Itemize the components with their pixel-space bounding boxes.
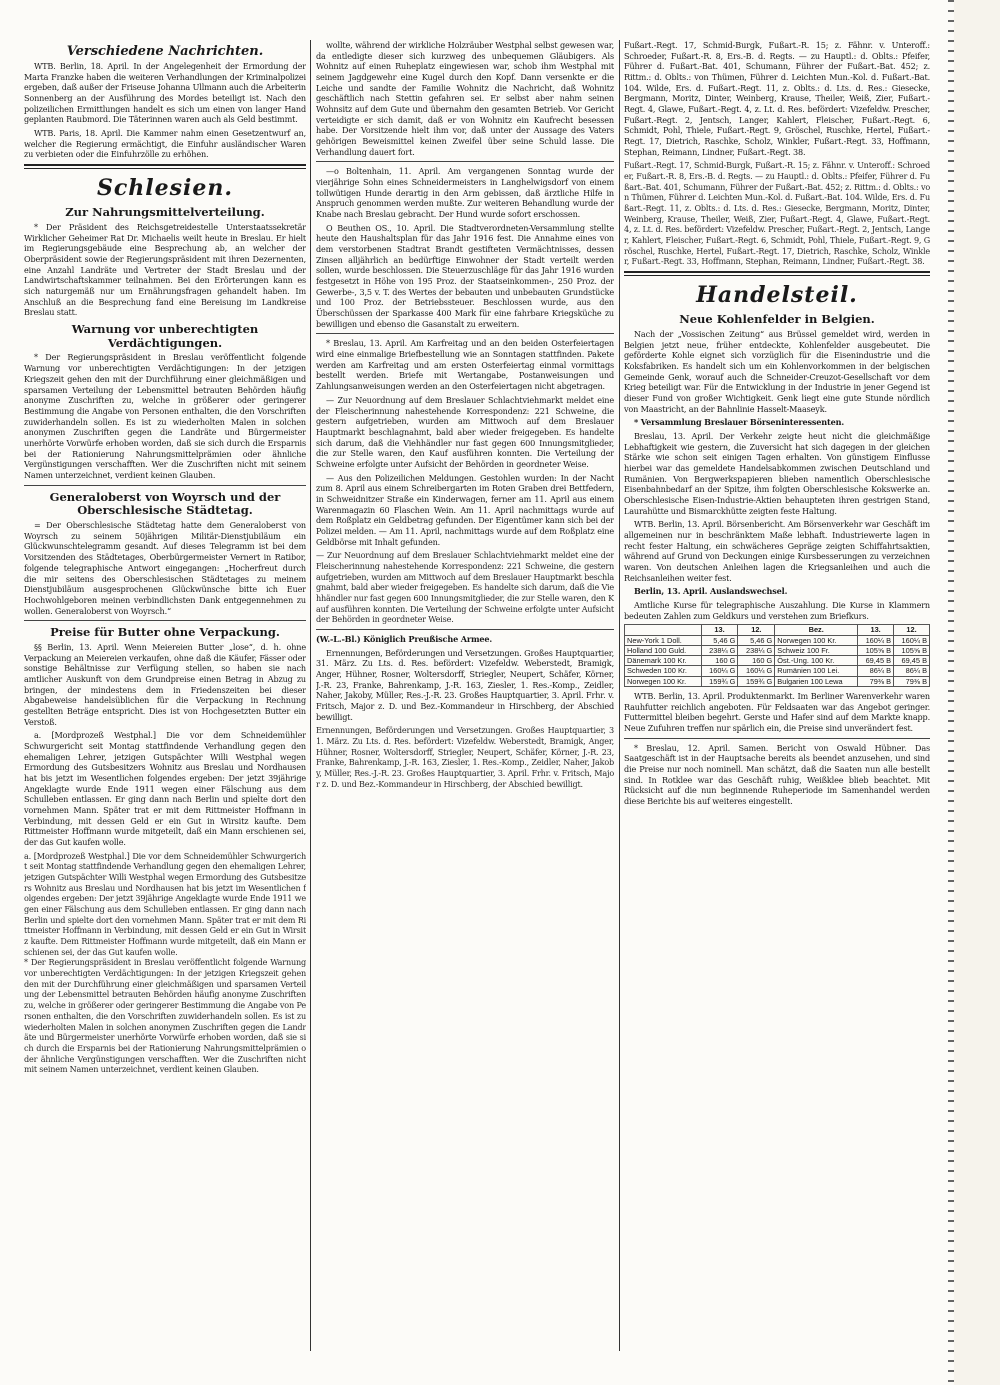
article-continuation: Ernennungen, Beförderungen und Versetzungen. Großes Hauptquartier, 31. März. Zu Lts. d. Res. befördert: Vizefeldw. Weberstedt, Bramigk, Anger, Hühner, Rosner, Woltersdorff, Striegler, Neupert, Schäfer, Körner, J.-R. 23, Franke, Bahrenkamp, J.-R. 163, Ziesler, 1. Res.-Komp., Zeidler, Naher, Jakoby, Müller, Res.-J.-R. 23. Großes Hauptquartier, 3. April. Frhr. v. Fritsch, Major z. D. und Bez.-Kommandeur in Hirschberg, der Abschied bewilligt. [316,725,614,789]
article-paragraph: WTB. Paris, 18. April. Die Kammer nahm einen Gesetzentwurf an, welcher die Regierung ermächtigt, die Einfuhr ausländischer Waren zu verbieten oder die Einfuhrzölle zu erhöhen. [24,128,306,160]
exchange-cell: 160¼ G [738,666,775,676]
article-headline: Warnung vor unberechtigten Verdächtigungen. [71,321,259,350]
article-paragraph: Breslau, 13. April. Der Verkehr zeigte heut nicht die gleichmäßige Lebhaftigkeit wie gestern, die Zuversicht hat sich dagegen in der gleichen Stärke wie schon seit einigen Tagen erhalten. Von günstigem Einflusse hierbei war das gemeldete Handelsabkommen zwischen Deutschland und Rumänien. Von Bergwerkspapieren blieben namentlich Oberschlesische Eisenbahnbedarf an der Spitze, ihm folgten Oberschlesische Kokswerke an. Oberschlesische Eisen-Industrie-Aktien behaupteten ihren gestrigen Stand, Laurahütte und Bismarckhütte zeigten feste Haltung. [624,430,930,516]
exchange-header [625,625,702,635]
exchange-cell: Rumänien 100 Lei. [775,666,858,676]
exchange-cell: 5,46 G [701,635,738,645]
article-paragraph: O Beuthen OS., 10. April. Die Stadtverordneten-Versammlung stellte heute den Haushaltsplan für das Jahr 1916 fest. Die Annahme eines von dem verstorbenen Stadtrat Brandt gestifteten Vermächtnisses, dessen Zinsen alljährlich an bedürftige Einwohner der Stadt verteilt werden sollen, wurde beschlossen. Die Steuerzuschläge für das Jahr 1916 wurden festgesetzt in Höhe von 195 Proz. der Staatseinkommen-, 250 Proz. der Gewerbe-, 3,5 v. T. des Wertes der bebauten und unbebauten Grundstücke und 100 Proz. der Betriebssteuer. Beschlossen wurde, aus den Überschüssen der Sparkasse 400 Mark für eine fahrbare Kriegsküche zu bewilligen und ebenso die Gasanstalt zu erweitern. [316,222,614,329]
article-paragraph: WTB. Berlin, 13. April. Produktenmarkt. Im Berliner Warenverkehr waren Rauhfutter reichlich angeboten. Für Feldsaaten war das Angebot geringer. Futtermittel bleiben begehrt. Gerste und Hafer sind auf dem Markte knapp. Neue Zufuhren treffen nur spärlich ein, die Preise sind unverändert fest. [624,690,930,733]
exchange-title: Berlin, 13. April. Auslandswechsel. [634,586,788,597]
exchange-subtitle: Amtliche Kurse für telegraphische Auszahlung. Die Kurse in Klammern bedeuten Zahlen zum Geldkurs und verstehen zum Briefkurs. [624,600,930,621]
article-paragraph: * Der Regierungspräsident in Breslau veröffentlicht folgende Warnung vor unberechtigten Verdächtigungen: In der jetzigen Kriegszeit gehen den mit der Durchführung einer gleichmäßigen und sparsamen Verteilung der Lebensmittel betrauten Behörden häufig anonyme Zuschriften zu, welche in größerer oder geringerer Bestimmung die Angabe von Personen enthalten, die den Vorschriften zuwiderhandeln sollen. Es ist zu wiederholten Malen in solchen anonymen Zuschriften gegen die Landräte und Bürgermeister unerhörte Vorwürfe erhoben worden, daß sie sich durch die Ersparnis bei der Rationierung Nahrungsmittelprämien oder ähnliche Vergünstigungen verschafften. Wer die Zuschriften nicht mit seinem Namen unterzeichnet, verdient keinen Glauben. [24,352,306,480]
exchange-cell: 160¼ G [701,666,738,676]
exchange-row [625,656,930,666]
article-paragraph: §§ Berlin, 13. April. Wenn Meiereien Butter „lose“, d. h. ohne Verpackung an Meiereien verkaufen, ohne daß die Käufer, Fässer oder sonstige Behältnisse zur Verfügung stellen, so haben sie nach amtlicher Auskunft von dem Grundpreise einen Betrag in Abzug zu bringen, der mindestens dem in Friedenszeiten bei dieser Abgabeweise handelsüblichen für die Verpackung in Rechnung gestellten Beträge entspricht. Dies ist von Hochgesetzten Butter ein Verstoß. [24,641,306,727]
exchange-cell: 69,45 B [858,656,894,666]
exchange-cell: New-York 1 Doll. [625,635,702,645]
exchange-row [625,635,930,645]
divider [316,333,614,334]
exchange-cell: 238¼ G [701,645,738,655]
exchange-table [624,624,930,687]
article-headline: Preise für Butter ohne Verpackung. [50,625,280,640]
article-paragraph: wollte, während der wirkliche Holzräuber Westphal selbst gewesen war, da entledigte dieser sich kurzweg des unbequemen Gläubigers. Als Wohnitz auf einen Ruheplatz eingewiesen war, schob ihm Westphal mit seinem Jagdgewehr eine Kugel durch den Kopf. Dann versenkte er die Leiche und sandte der Familie Wohnitz die Nachricht, daß Wohnitz geschäftlich nach Stettin gefahren sei. Er selbst aber nahm seinen Wohnsitz auf dem Gute und übernahm den gesamten Betrieb. Vor Gericht verteidigte er sich damit, daß er von Wohnitz ein Kaufrecht besessen habe. Der Vorsitzende hielt ihm vor, daß unter der Aussage des Vaters gehörigen Beweismittel keinen Zweifel über seine Schuld lasse. Die Verhandlung dauert fort. [316,40,614,157]
article-paragraph: — Zur Neuordnung auf dem Breslauer Schlachtviehmarkt meldet eine der Fleischerinnung nahestehende Korrespondenz: 221 Schweine, die gestern aufgetrieben, wurden am Mittwoch auf dem Breslauer Hauptmarkt beschlagnahmt, bald aber wieder freigegeben. Es handelte sich darum, daß die Viehhändler nur fast gegen 600 Innungsmitglieder, die zur Stelle waren, den Kauf ausführen konnten. Die Verteilung der Schweine erfolgte unter Aufsicht der Behörden in geordneter Weise. [316,394,614,469]
exchange-header: 13. [858,625,894,635]
article-headline: Neue Kohlenfelder in Belgien. [679,312,875,327]
article-paragraph: Fußart.-Regt. 17, Schmid-Burgk, Fußart.-R. 15; z. Fähnr. v. Unteroff.: Schroeder, Fußart.-R. 8, Ers.-B. d. Regts. — zu Hauptl.: d. Oblts.: Pfeifer, Führer d. Fußart.-Bat. 401, Schumann, Führer der Fußart.-Bat. 452; z. Rittm.: d. Oblts.: von Thümen, Führer d. Leichten Mun.-Kol. d. Fußart.-Bat. 104. Wilde, Ers. d. Fußart.-Regt. 11, z. Oblts.: d. Lts. d. Res.: Giesecke, Bergmann, Moritz, Dinter, Weinberg, Krause, Theiler, Weiß, Zier, Fußart.-Regt. 4, Glawe, Fußart.-Regt. 4, z. Lt. d. Res. befördert: Vizefeldw. Prescher, Fußart.-Regt. 2, Jentsch, Langer, Kahlert, Fleischer, Fußart.-Regt. 6, Schmidt, Pohl, Thiele, Fußart.-Regt. 9, Gröschel, Ruschke, Hertel, Fußart.-Regt. 17, Dietrich, Raschke, Scholz, Winkler, Fußart.-Regt. 33, Hoffmann, Stephan, Reimann, Lindner, Fußart.-Regt. 38. [624,40,930,157]
army-heading: (W.-L.-Bl.) Königlich Preußische Armee. [316,633,493,644]
exchange-cell: Schweden 100 Kr. [625,666,702,676]
heading-misc-news: Verschiedene Nachrichten. [66,44,264,59]
exchange-cell: Schweiz 100 Fr. [775,645,858,655]
exchange-row [625,645,930,655]
divider [24,620,306,621]
exchange-cell: 79⅜ B [858,676,894,686]
exchange-cell: 159¾ G [701,676,738,686]
article-headline: Zur Nahrungsmittelverteilung. [65,205,265,220]
exchange-header: 13. [701,625,738,635]
article-continuation: — Zur Neuordnung auf dem Breslauer Schlachtviehmarkt meldet eine der Fleischerinnung nahestehende Korrespondenz: 221 Schweine, die gestern aufgetrieben, wurden am Mittwoch auf dem Breslauer Hauptmarkt beschlagnahmt, bald aber wieder freigegeben. Es handelte sich darum, daß die Viehhändler nur fast gegen 600 Innungsmitglieder, die zur Stelle waren, den Kauf ausführen konnten. Die Verteilung der Schweine erfolgte unter Aufsicht der Behörden in geordneter Weise. [316,550,614,625]
exchange-cell: Holland 100 Guld. [625,645,702,655]
exchange-cell: 160¼ B [894,635,930,645]
article-continuation: * Der Regierungspräsident in Breslau veröffentlicht folgende Warnung vor unberechtigten Verdächtigungen: In der jetzigen Kriegszeit gehen den mit der Durchführung einer gleichmäßigen und sparsamen Verteilung der Lebensmittel betrauten Behörden häufig anonyme Zuschriften zu, welche in größerer oder geringerer Bestimmung die Angabe von Personen enthalten, die den Vorschriften zuwiderhandeln sollen. Es ist zu wiederholten Malen in solchen anonymen Zuschriften gegen die Landräte und Bürgermeister unerhörte Vorwürfe erhoben worden, daß sie sich durch die Ersparnis bei der Rationierung Nahrungsmittelprämien oder ähnliche Vergünstigungen verschafften. Wer die Zuschriften nicht mit seinem Namen unterzeichnet, verdient keinen Glauben. [24,957,306,1075]
exchange-row [625,666,930,676]
article-continuation: Fußart.-Regt. 17, Schmid-Burgk, Fußart.-R. 15; z. Fähnr. v. Unteroff.: Schroeder, Fußart.-R. 8, Ers.-B. d. Regts. — zu Hauptl.: d. Oblts.: Pfeifer, Führer d. Fußart.-Bat. 401, Schumann, Führer der Fußart.-Bat. 452; z. Rittm.: d. Oblts.: von Thümen, Führer d. Leichten Mun.-Kol. d. Fußart.-Bat. 104. Wilde, Ers. d. Fußart.-Regt. 11, z. Oblts.: d. Lts. d. Res.: Giesecke, Bergmann, Moritz, Dinter, Weinberg, Krause, Theiler, Weiß, Zier, Fußart.-Regt. 4, Glawe, Fußart.-Regt. 4, z. Lt. d. Res. befördert: Vizefeldw. Prescher, Fußart.-Regt. 2, Jentsch, Langer, Kahlert, Fleischer, Fußart.-Regt. 6, Schmidt, Pohl, Thiele, Fußart.-Regt. 9, Gröschel, Ruschke, Hertel, Fußart.-Regt. 17, Dietrich, Raschke, Scholz, Winkler, Fußart.-Regt. 33, Hoffmann, Stephan, Reimann, Lindner, Fußart.-Regt. 38. [624,160,930,267]
article-paragraph: * Breslau, 13. April. Am Karfreitag und an den beiden Osterfeiertagen wird eine einmalige Briefbestellung wie an Sonntagen stattfinden. Pakete werden am Karfreitag und am ersten Osterfeiertag einmal vormittags bestellt werden. Briefe mit Wertangabe, Postanweisungen und Zahlungsanweisungen werden an den Osterfeiertagen nicht abgetragen. [316,338,614,392]
exchange-header: Bez. [775,625,858,635]
exchange-cell: 79⅜ B [894,676,930,686]
exchange-cell: 69,45 B [894,656,930,666]
divider [24,485,306,486]
exchange-cell: 159¾ G [738,676,775,686]
column-right [624,40,930,1351]
exchange-header: 12. [738,625,775,635]
article-paragraph: * Breslau, 12. April. Samen. Bericht von Oswald Hübner. Das Saatgeschäft ist in der Hauptsache bereits als beendet anzusehen, und sind die Preise nur noch nominell. Man schätzt, daß die Saaten nun alle bestellt sind. In Rotklee war das Geschäft ruhig, Weißklee blieb beachtet. Mit Rücksicht auf die nun beginnende Ruheperiode im Samenhandel werden diese Berichte bis auf weiteres eingestellt. [624,742,930,806]
exchange-header-row [625,625,930,635]
article-headline-inline: * Versammlung Breslauer Börseninteressenten. [634,417,844,428]
exchange-cell: Norwegen 100 Kr. [625,676,702,686]
exchange-cell: 105⅝ B [858,645,894,655]
article-paragraph: = Der Oberschlesische Städtetag hatte dem Generaloberst von Woyrsch zu seinem 50jährigen Militär-Dienstjubiläum ein Glückwunschtelegramm gesandt. Auf dieses Telegramm ist bei dem Vorsitzenden des Städtetages, Oberbürgermeister Vernert in Ratibor, folgende telegraphische Antwort eingegangen: „Hocherfreut durch die mir seitens des Oberschlesischen Städtetages zu meinem Dienstjubiläum ausgesprochenen Glückwünsche bitte ich Euer Hochwohlgeboren meinen verbindlichsten Dank entgegennehmen zu wollen. Generaloberst von Woyrsch.“ [24,520,306,616]
column-rule [619,40,620,1351]
article-headline: Generaloberst von Woyrsch und der Oberschlesische Städtetag. [49,489,281,518]
column-rule [310,40,311,1351]
binding-holes [948,0,954,1385]
article-paragraph: — Aus den Polizeilichen Meldungen. Gestohlen wurden: In der Nacht zum 8. April aus einem Schreibergarten im Roten Graben drei Bettfedern, in Schweidnitzer Straße ein Kinderwagen, ferner am 11. April aus einem Warenmagazin 60 Flaschen Wein. Am 11. April nachmittags wurde auf dem Roßplatz ein Geldbetrag gefunden. Der Eigentümer kann sich bei der Polizei melden. — Am 11. April, nachmittags wurde auf dem Roßplatz eine Geldbörse mit Inhalt gefunden. [316,472,614,547]
article-paragraph: WTB. Berlin, 13. April. Börsenbericht. Am Börsenverkehr war Geschäft im allgemeinen nur in beschränktem Maße lebhaft. Industriewerte lagen in recht fester Haltung, ein schwächeres Gepräge zeigten Schiffahrtsaktien, während auf Grund von Deckungen einige Kursbesserungen zu verzeichnen waren. Von deutschen Anleihen lagen die Kriegsanleihen und auch die Reichsanleihen weiter fest. [624,519,930,583]
article-continuation: a. [Mordprozeß Westphal.] Die vor dem Schneidemühler Schwurgericht seit Montag stattfindende Verhandlung gegen den ehemaligen Lehrer, jetzigen Gutspächter Willi Westphal wegen Ermordung des Gutsbesitzers Wohnitz aus Breslau und Nordhausen hat bis jetzt im Wesentlichen folgendes ergeben: Der jetzt 39jährige Angeklagte wurde Ende 1911 wegen einer Fälschung aus dem Schulleben entlassen. Er ging dann nach Berlin und spielte dort den vornehmen Mann. Später trat er mit dem Rittmeister Hoffmann in Verbindung, mit dessen Geld er ein Gut in Wirsitz kaufte. Dem Rittmeister Hoffmann wurde mitgeteilt, daß ein Mann erschienen sei, der das Gut kaufen wolle. [24,850,306,957]
column-middle [316,40,614,1351]
article-paragraph: * Der Präsident des Reichsgetreidestelle Unterstaatssekretär Wirklicher Geheimer Rat Dr. Michaelis weilt heute in Breslau. Er hielt im Regierungsgebäude eine Besprechung ab, an welcher der Oberpräsident sowie der Regierungspräsident mit ihren Dezernenten, eine Anzahl Landräte und Vertreter der Stadt Breslau und der Landwirtschaftskammer teilnahmen. Bei den Erörterungen kann es sich naturgemäß nur um Ernährungsfragen gehandelt haben. Im Anschluß an die Besprechung fand eine Bereisung im Landkreise Breslau statt. [24,221,306,318]
exchange-cell: 86¼ B [858,666,894,676]
article-paragraph: Ernennungen, Beförderungen und Versetzungen. Großes Hauptquartier, 31. März. Zu Lts. d. Res. befördert: Vizefeldw. Weberstedt, Bramigk, Anger, Hühner, Rosner, Woltersdorff, Striegler, Neupert, Schäfer, Körner, J.-R. 23, Franke, Bahrenkamp, J.-R. 163, Ziesler, 1. Res.-Komp., Zeidler, Naher, Jakoby, Müller, Res.-J.-R. 23. Großes Hauptquartier, 3. April. Frhr. v. Fritsch, Major z. D. und Bez.-Kommandeur in Hirschberg, der Abschied bewilligt. [316,647,614,722]
heading-silesia: Schlesien. [96,175,234,202]
exchange-cell: 160 G [738,656,775,666]
exchange-cell: 160 G [701,656,738,666]
divider [316,161,614,162]
exchange-cell: 5,46 G [738,635,775,645]
article-paragraph: WTB. Berlin, 18. April. In der Angelegenheit der Ermordung der Marta Franzke haben die weiteren Verhandlungen der Kriminalpolizei ergeben, daß außer der Friseuse Johanna Ullmann auch die Arbeiterin Sonnenberg an der Ausführung des Mordes beteiligt ist. Nach den polizeilichen Ermittlungen handelt es sich um einen von langer Hand geplanten Raubmord. Die Täterinnen waren auch als Geld bestimmt. [24,61,306,125]
section-divider [624,271,930,276]
exchange-cell: Bulgarien 100 Lewa [775,676,858,686]
article-paragraph: —o Boltenhain, 11. April. Am vergangenen Sonntag wurde der vierjährige Sohn eines Schneidermeisters in Langhelwigsdorf von einem tollwütigen Hunde derartig in den Arm gebissen, daß ärztliche Hilfe in Anspruch genommen werden mußte. Zur weiteren Behandlung wurde der Knabe nach Breslau gebracht. Der Hund wurde sofort erschossen. [316,166,614,220]
divider [316,629,614,630]
section-divider [24,164,306,169]
exchange-cell: Dänemark 100 Kr. [625,656,702,666]
exchange-cell: 238¼ G [738,645,775,655]
exchange-cell: Öst.-Ung. 100 Kr. [775,656,858,666]
exchange-row [625,676,930,686]
page-edge [954,0,1000,1385]
article-paragraph: Nach der „Vossischen Zeitung“ aus Brüssel gemeldet wird, werden in Belgien jetzt neue, früher entdeckte, Kohlenfelder ausgebeutet. Die geförderte Kohle eignet sich vorzüglich für die Eisenindustrie und die Koksfabriken. Es handelt sich um ein Kohlenvorkommen in der belgischen Gemeinde Genk, worauf auch die Schneider-Creuzot-Gesellschaft vor dem Krieg beteiligt war. Für die Entwicklung in der Industrie in jener Gegend ist dieser Fund von großer Wichtigkeit. Genk liegt eine gute Stunde nördlich von Maastricht, an der Bahnlinie Hasselt-Maaseyk. [624,328,930,414]
exchange-cell: 86¼ B [894,666,930,676]
column-left [24,40,306,1351]
exchange-header: 12. [894,625,930,635]
divider [624,738,930,739]
exchange-cell: Norwegen 100 Kr. [775,635,858,645]
article-paragraph: a. [Mordprozeß Westphal.] Die vor dem Schneidemühler Schwurgericht seit Montag stattfindende Verhandlung gegen den ehemaligen Lehrer, jetzigen Gutspächter Willi Westphal wegen Ermordung des Gutsbesitzers Wohnitz aus Breslau und Nordhausen hat bis jetzt im Wesentlichen folgendes ergeben: Der jetzt 39jährige Angeklagte wurde Ende 1911 wegen einer Fälschung aus dem Schulleben entlassen. Er ging dann nach Berlin und spielte dort den vornehmen Mann. Später trat er mit dem Rittmeister Hoffmann in Verbindung, mit dessen Geld er ein Gut in Wirsitz kaufte. Dem Rittmeister Hoffmann wurde mitgeteilt, daß ein Mann erschienen sei, der das Gut kaufen wolle. [24,730,306,848]
heading-trade: Handelsteil. [696,282,858,309]
exchange-cell: 160¼ B [858,635,894,645]
exchange-cell: 105⅝ B [894,645,930,655]
